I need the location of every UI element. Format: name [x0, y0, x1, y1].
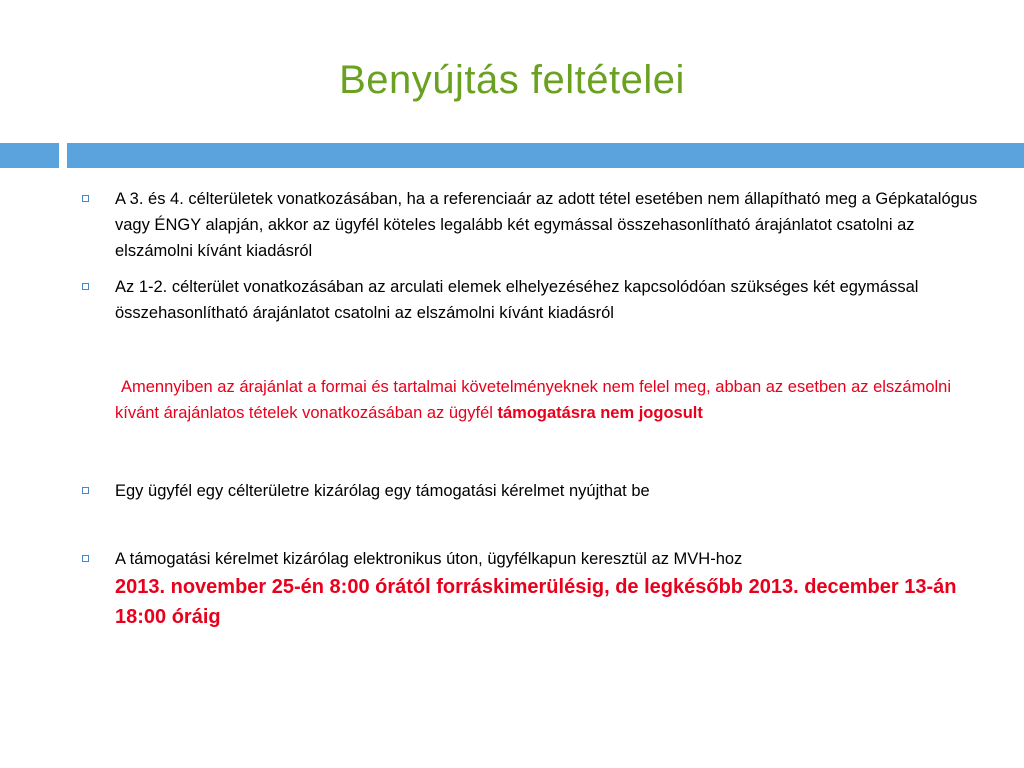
bullet-item-4 — [80, 546, 980, 632]
note-emphasis: támogatásra nem jogosult — [497, 404, 703, 422]
bullet-text-3: Egy ügyfél egy célterületre kizárólag egy támogatási kérelmet nyújthat be — [115, 482, 650, 500]
square-bullet-icon — [82, 283, 89, 290]
square-bullet-icon — [82, 555, 89, 562]
bullet-item-1 — [80, 186, 980, 264]
deadline-text: 2013. november 25-én 8:00 órától forráskimerülésig, de legkésőbb 2013. december 13-án 18:00 óráig — [115, 576, 957, 628]
bullet-text-2: Az 1-2. célterület vonatkozásában az arculati elemek elhelyezéséhez kapcsolódóan szükséges két egymással összehasonlítható árajánlatot csatolni az elszámolni kívánt kiadásról — [115, 278, 919, 322]
bullet-text-1: A 3. és 4. célterületek vonatkozásában, ha a referenciaár az adott tétel esetében nem állapítható meg a Gépkatalógus vagy ÉNGY alapján, akkor az ügyfél köteles legalább két egymással összehasonlítható árajánlatot csatolni az elszámolni kívánt kiadásról — [115, 190, 978, 260]
bullet-item-3 — [80, 478, 980, 504]
header-bar-right — [67, 143, 1024, 168]
note-paragraph — [80, 374, 980, 426]
note-text: Amennyiben az árajánlat a formai és tartalmai követelményeknek nem felel meg, abban az esetben az elszámolni kívánt árajánlatos tételek vonatkozásában az ügyfél — [115, 378, 952, 422]
slide-title: Benyújtás feltételei — [339, 58, 685, 102]
header-bar-left — [0, 143, 59, 168]
slide-content — [80, 182, 980, 632]
bullet-item-2 — [80, 274, 980, 326]
square-bullet-icon — [82, 195, 89, 202]
bullet-text-4: A támogatási kérelmet kizárólag elektronikus úton, ügyfélkapun keresztül az MVH-hoz — [115, 550, 743, 568]
square-bullet-icon — [82, 487, 89, 494]
